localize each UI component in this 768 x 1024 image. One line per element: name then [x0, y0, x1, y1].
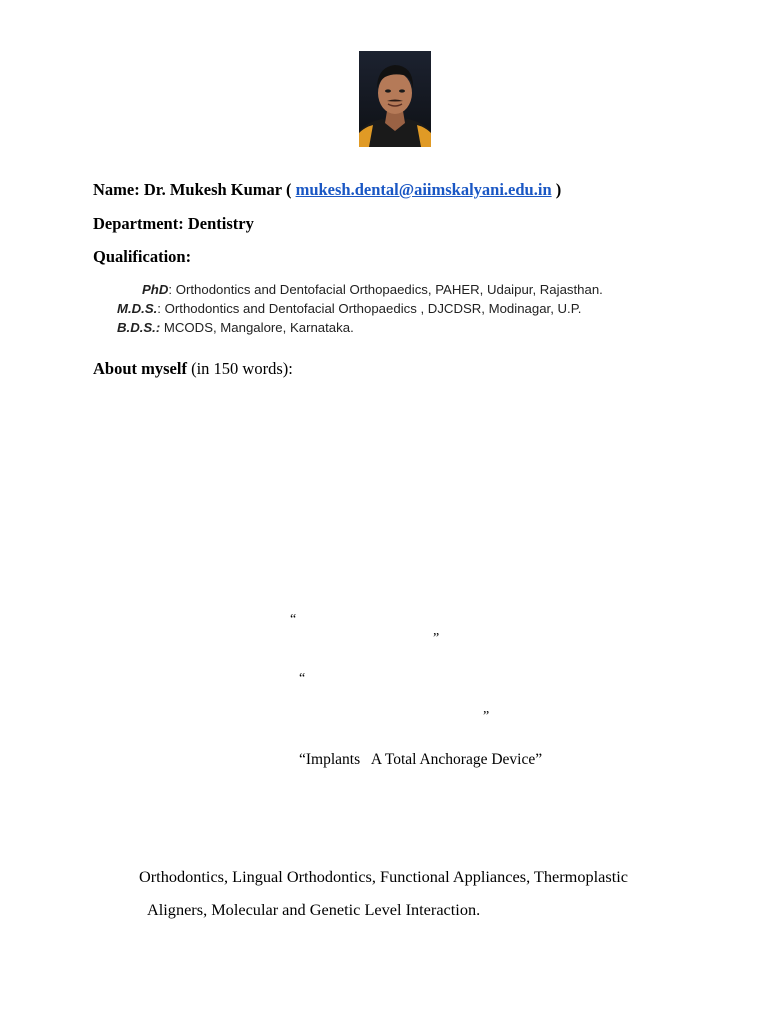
interests-line-1: Orthodontics, Lingual Orthodontics, Functional Appliances, Thermoplastic	[139, 867, 628, 886]
department-line: Department: Dentistry	[93, 214, 254, 233]
degree-detail: Orthodontics and Dentofacial Orthopaedics , DJCDSR, Modinagar, U.P.	[160, 301, 582, 316]
degree-detail: MCODS, Mangalore, Karnataka.	[160, 320, 354, 335]
name-line	[93, 180, 561, 200]
interests-line-2: Aligners, Molecular and Genetic Level Interaction.	[147, 900, 481, 919]
quote-close-1: ”	[433, 631, 440, 646]
degree-label: M.D.S.	[117, 301, 158, 316]
degree-detail: Orthodontics and Dentofacial Orthopaedics, PAHER, Udaipur, Rajasthan.	[172, 282, 603, 297]
profile-photo	[359, 51, 431, 147]
qualification-bds	[117, 320, 354, 335]
degree-label: PhD	[142, 282, 169, 297]
degree-sep: :	[168, 282, 173, 297]
about-heading	[93, 359, 293, 379]
name-close: )	[555, 180, 562, 199]
portrait-image	[359, 51, 431, 147]
quote-open-1: “	[290, 612, 297, 627]
qualification-heading: Qualification:	[93, 247, 192, 266]
email-link[interactable]: mukesh.dental@aiimskalyani.edu.in	[295, 180, 552, 199]
thesis-title: “Implants A Total Anchorage Device”	[299, 751, 543, 768]
degree-sep: :	[157, 301, 161, 316]
about-suffix: (in 150 words):	[186, 359, 293, 378]
quote-close-2: ”	[483, 709, 490, 724]
qualification-mds	[117, 301, 581, 316]
quote-open-2: “	[299, 671, 306, 686]
qualification-phd	[142, 282, 603, 297]
name-label: Name: Dr. Mukesh Kumar (	[93, 180, 292, 199]
degree-label: B.D.S.:	[117, 320, 161, 335]
about-label: About myself	[93, 359, 187, 378]
